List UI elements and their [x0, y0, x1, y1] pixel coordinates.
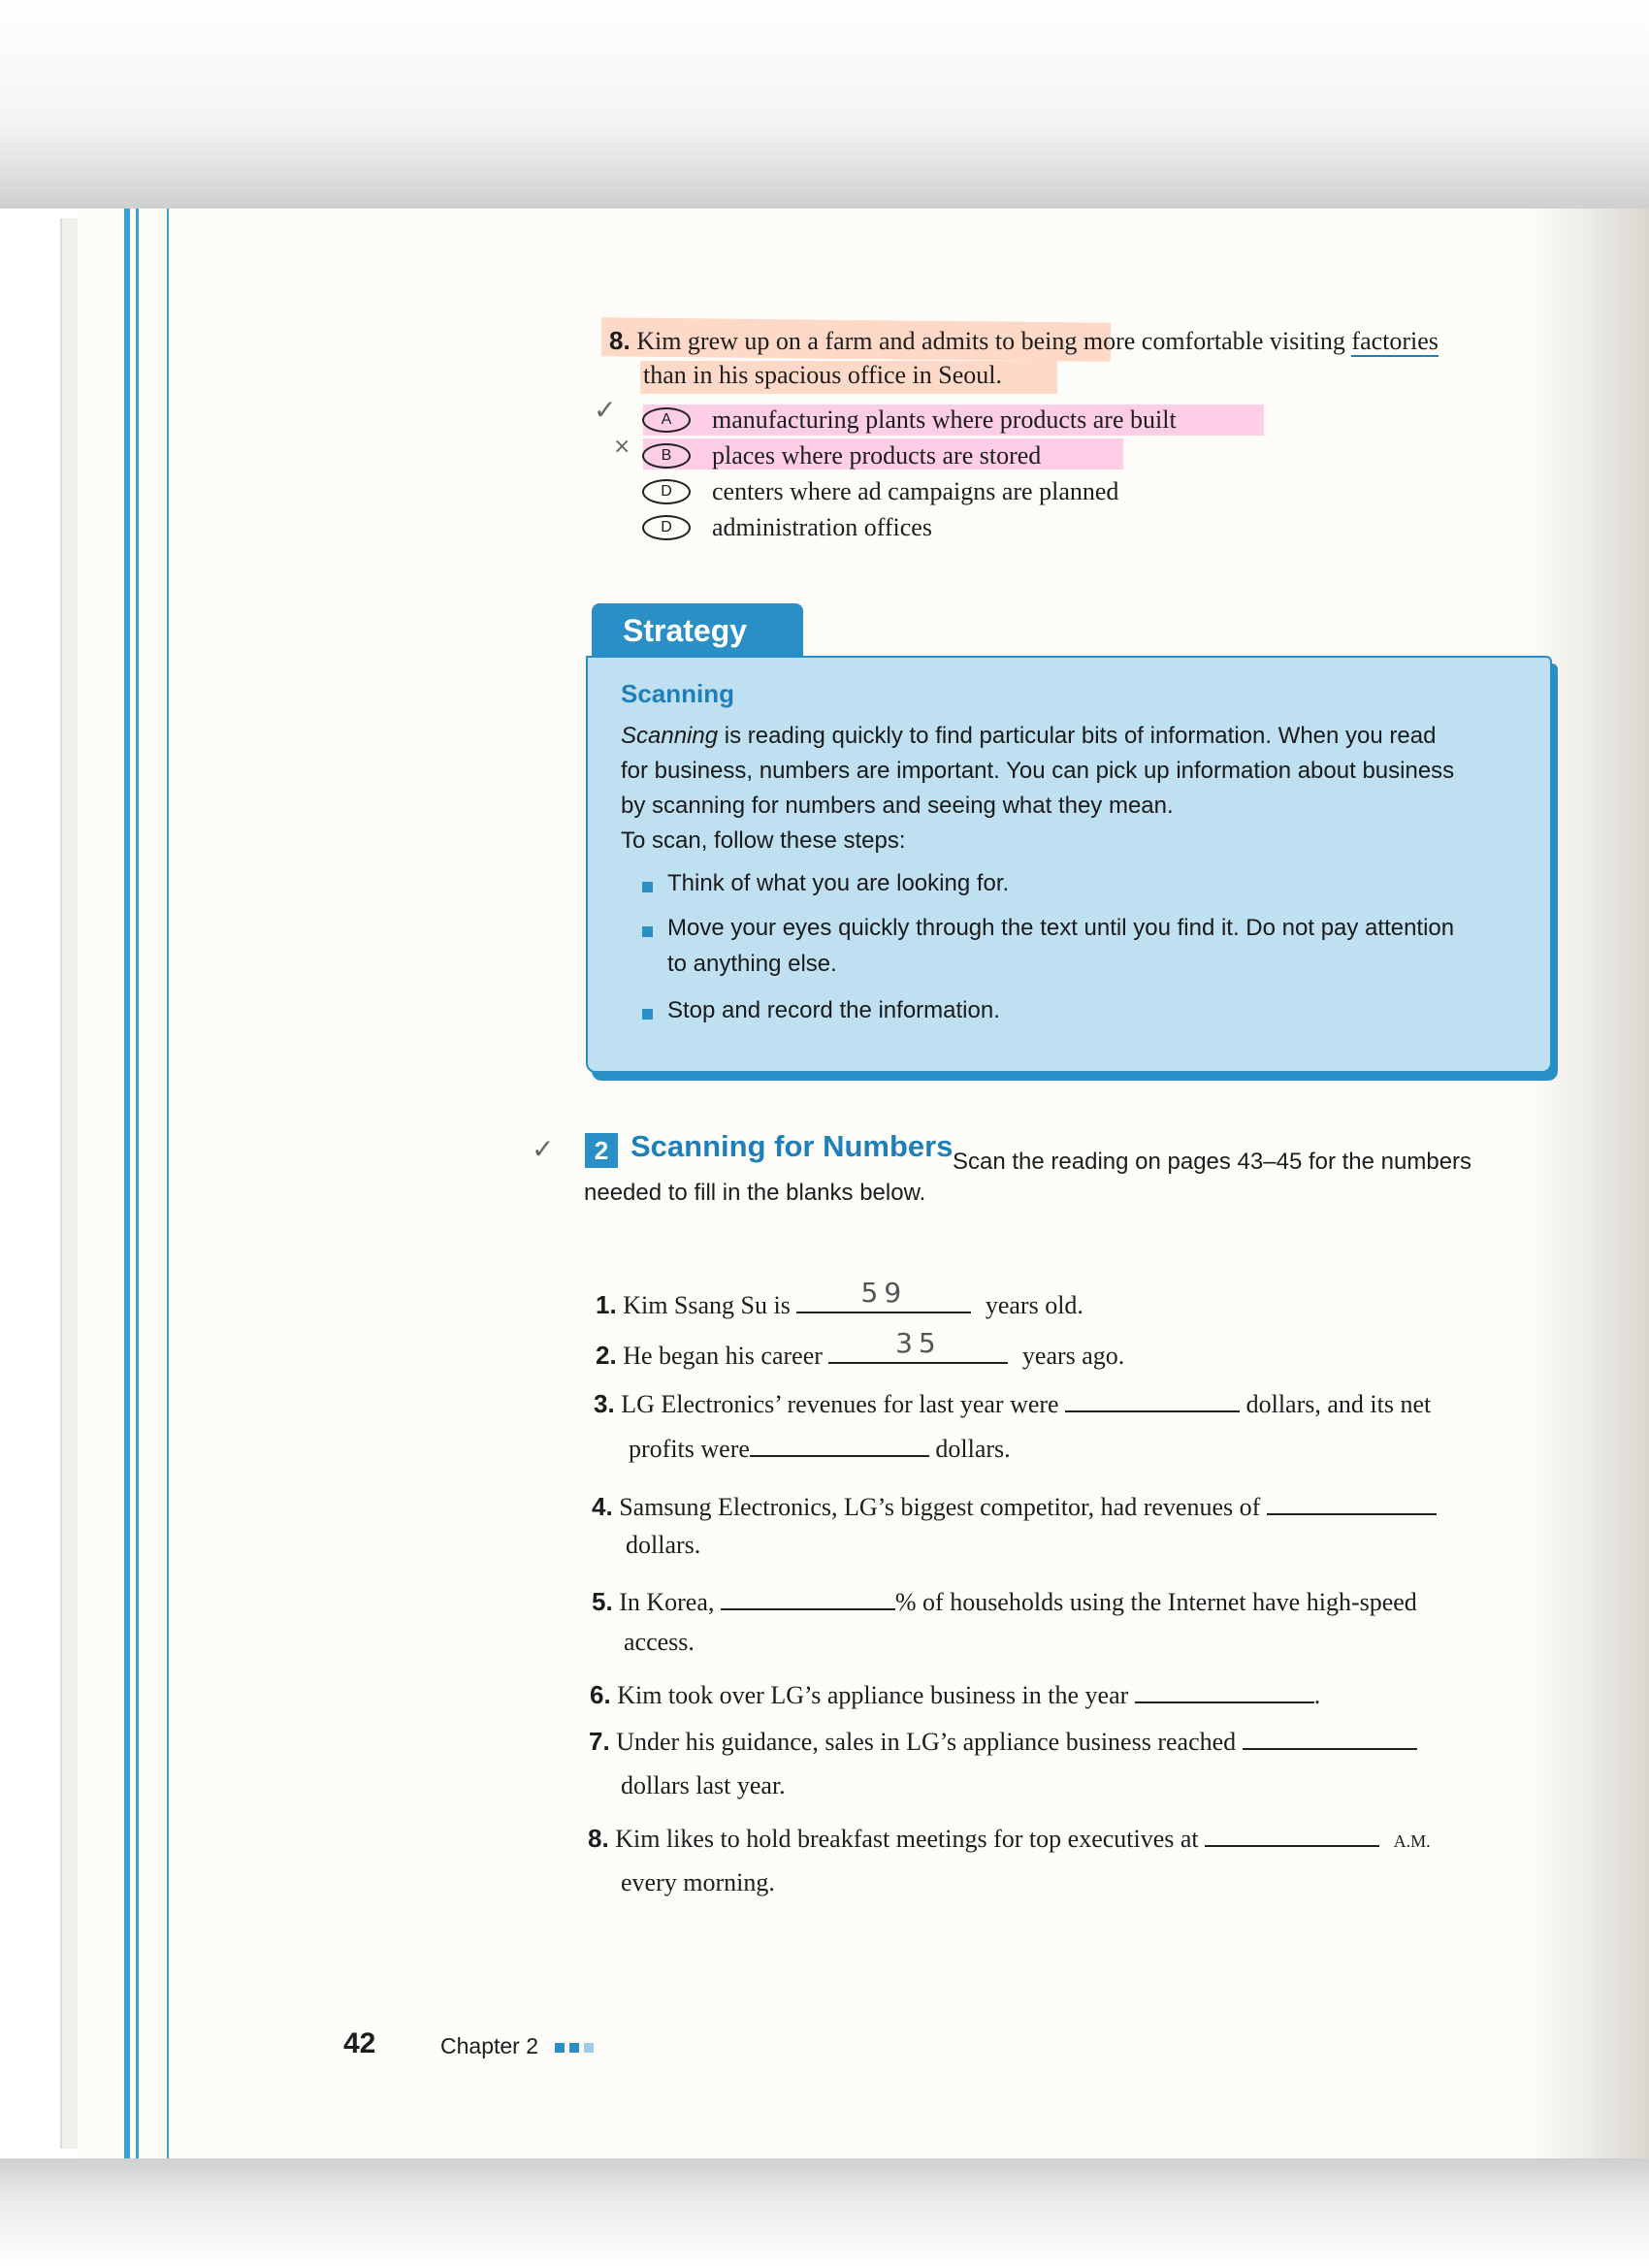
- question-text: Kim grew up on a farm and admits to being more comfortable visiting: [636, 327, 1345, 355]
- strategy-tab: [592, 603, 803, 658]
- handwritten-answer: 35: [895, 1327, 942, 1359]
- scan-shadow-top: [0, 0, 1649, 209]
- fill-in-item: 1. Kim Ssang Su is 59 years old.: [596, 1277, 1083, 1319]
- strategy-paragraph-line: Scanning is reading quickly to find particular bits of information. When you read: [621, 723, 1437, 749]
- question-8-line-1: [609, 326, 1439, 356]
- option-bubble: A: [642, 407, 691, 433]
- answer-blank[interactable]: [1267, 1490, 1437, 1515]
- underlined-word: factories: [1351, 327, 1439, 355]
- chapter-marker-icon: [569, 2043, 579, 2053]
- question-8-line-2: than in his spacious office in Seoul.: [643, 361, 1002, 389]
- strategy-paragraph-line: by scanning for numbers and seeing what they mean.: [621, 793, 1174, 819]
- option-bubble: D: [642, 515, 691, 540]
- page-number: 42: [343, 2027, 376, 2059]
- pencil-checkmark-icon: ✓: [532, 1133, 555, 1165]
- option-text: centers where ad campaigns are planned: [712, 477, 1119, 505]
- fill-in-item: 2. He began his career 35 years ago.: [596, 1327, 1125, 1370]
- strategy-paragraph-line: for business, numbers are important. You can pick up information about business: [621, 758, 1455, 784]
- fill-in-item-continued: every morning.: [621, 1868, 775, 1896]
- page-spine-bar: [136, 209, 139, 2158]
- fill-in-item: 7. Under his guidance, sales in LG’s appliance business reached: [589, 1725, 1417, 1757]
- strategy-step-continued: to anything else.: [667, 951, 837, 977]
- exercise-number: 2: [585, 1133, 618, 1168]
- answer-blank[interactable]: [828, 1327, 1008, 1364]
- answer-blank[interactable]: [1065, 1387, 1240, 1412]
- option-text: manufacturing plants where products are built: [712, 405, 1177, 434]
- answer-option[interactable]: [642, 513, 932, 542]
- strategy-step: Move your eyes quickly through the text until you find it. Do not pay attention: [667, 915, 1455, 941]
- page-spine-line: [167, 209, 169, 2158]
- fill-in-item: 5. In Korea, % of households using the Internet have high-speed: [592, 1587, 1417, 1616]
- fill-in-item-continued: dollars last year.: [621, 1771, 786, 1799]
- fill-in-item: 4. Samsung Electronics, LG’s biggest competitor, had revenues of: [592, 1490, 1437, 1522]
- bullet-icon: [642, 1009, 653, 1020]
- bullet-icon: [642, 882, 653, 892]
- fill-in-item: 6. Kim took over LG’s appliance business in the year .: [590, 1680, 1321, 1709]
- pencil-checkmark-icon: ✓: [594, 394, 617, 426]
- handwritten-answer: 59: [860, 1277, 908, 1309]
- bullet-icon: [642, 926, 653, 937]
- strategy-step: Think of what you are looking for.: [667, 870, 1010, 896]
- option-bubble: D: [642, 479, 691, 504]
- strategy-tab-label: Strategy: [623, 612, 748, 648]
- exercise-instruction: needed to fill in the blanks below.: [584, 1180, 926, 1206]
- fill-in-item-continued: profits were dollars.: [629, 1432, 1011, 1464]
- chapter-marker-icon: [584, 2043, 594, 2053]
- option-text: places where products are stored: [712, 441, 1042, 470]
- option-text: administration offices: [712, 513, 932, 541]
- answer-blank[interactable]: [750, 1432, 929, 1457]
- answer-blank[interactable]: [721, 1585, 895, 1610]
- option-bubble: B: [642, 443, 691, 469]
- answer-blank[interactable]: [1135, 1678, 1314, 1703]
- scan-shadow-bottom: [0, 2158, 1649, 2268]
- answer-blank[interactable]: [1243, 1725, 1417, 1750]
- chapter-marker-icon: [555, 2043, 565, 2053]
- fill-in-item: 3. LG Electronics’ revenues for last year were dollars, and its net: [594, 1389, 1432, 1418]
- page-gutter-shadow: [1533, 209, 1649, 2158]
- fill-in-item-continued: dollars.: [626, 1531, 701, 1559]
- strategy-heading: Scanning: [621, 679, 735, 708]
- exercise-title: Scanning for Numbers: [630, 1129, 954, 1163]
- fill-in-item: 8. Kim likes to hold breakfast meetings for top executives at A.M.: [588, 1824, 1431, 1853]
- chapter-label: Chapter 2: [440, 2033, 539, 2058]
- answer-blank[interactable]: [796, 1277, 971, 1313]
- strategy-step: Stop and record the information.: [667, 997, 1000, 1023]
- answer-blank[interactable]: [1205, 1822, 1379, 1847]
- page-spine-bar: [124, 209, 130, 2158]
- answer-option[interactable]: [642, 441, 1041, 470]
- fill-in-item-continued: access.: [624, 1628, 695, 1656]
- pencil-mark-icon: ×: [613, 435, 631, 459]
- exercise-instruction: Scan the reading on pages 43–45 for the numbers: [953, 1149, 1472, 1175]
- question-number: 8.: [609, 326, 630, 355]
- answer-option[interactable]: [642, 405, 1177, 435]
- answer-option[interactable]: [642, 477, 1118, 506]
- strategy-intro: To scan, follow these steps:: [621, 827, 906, 854]
